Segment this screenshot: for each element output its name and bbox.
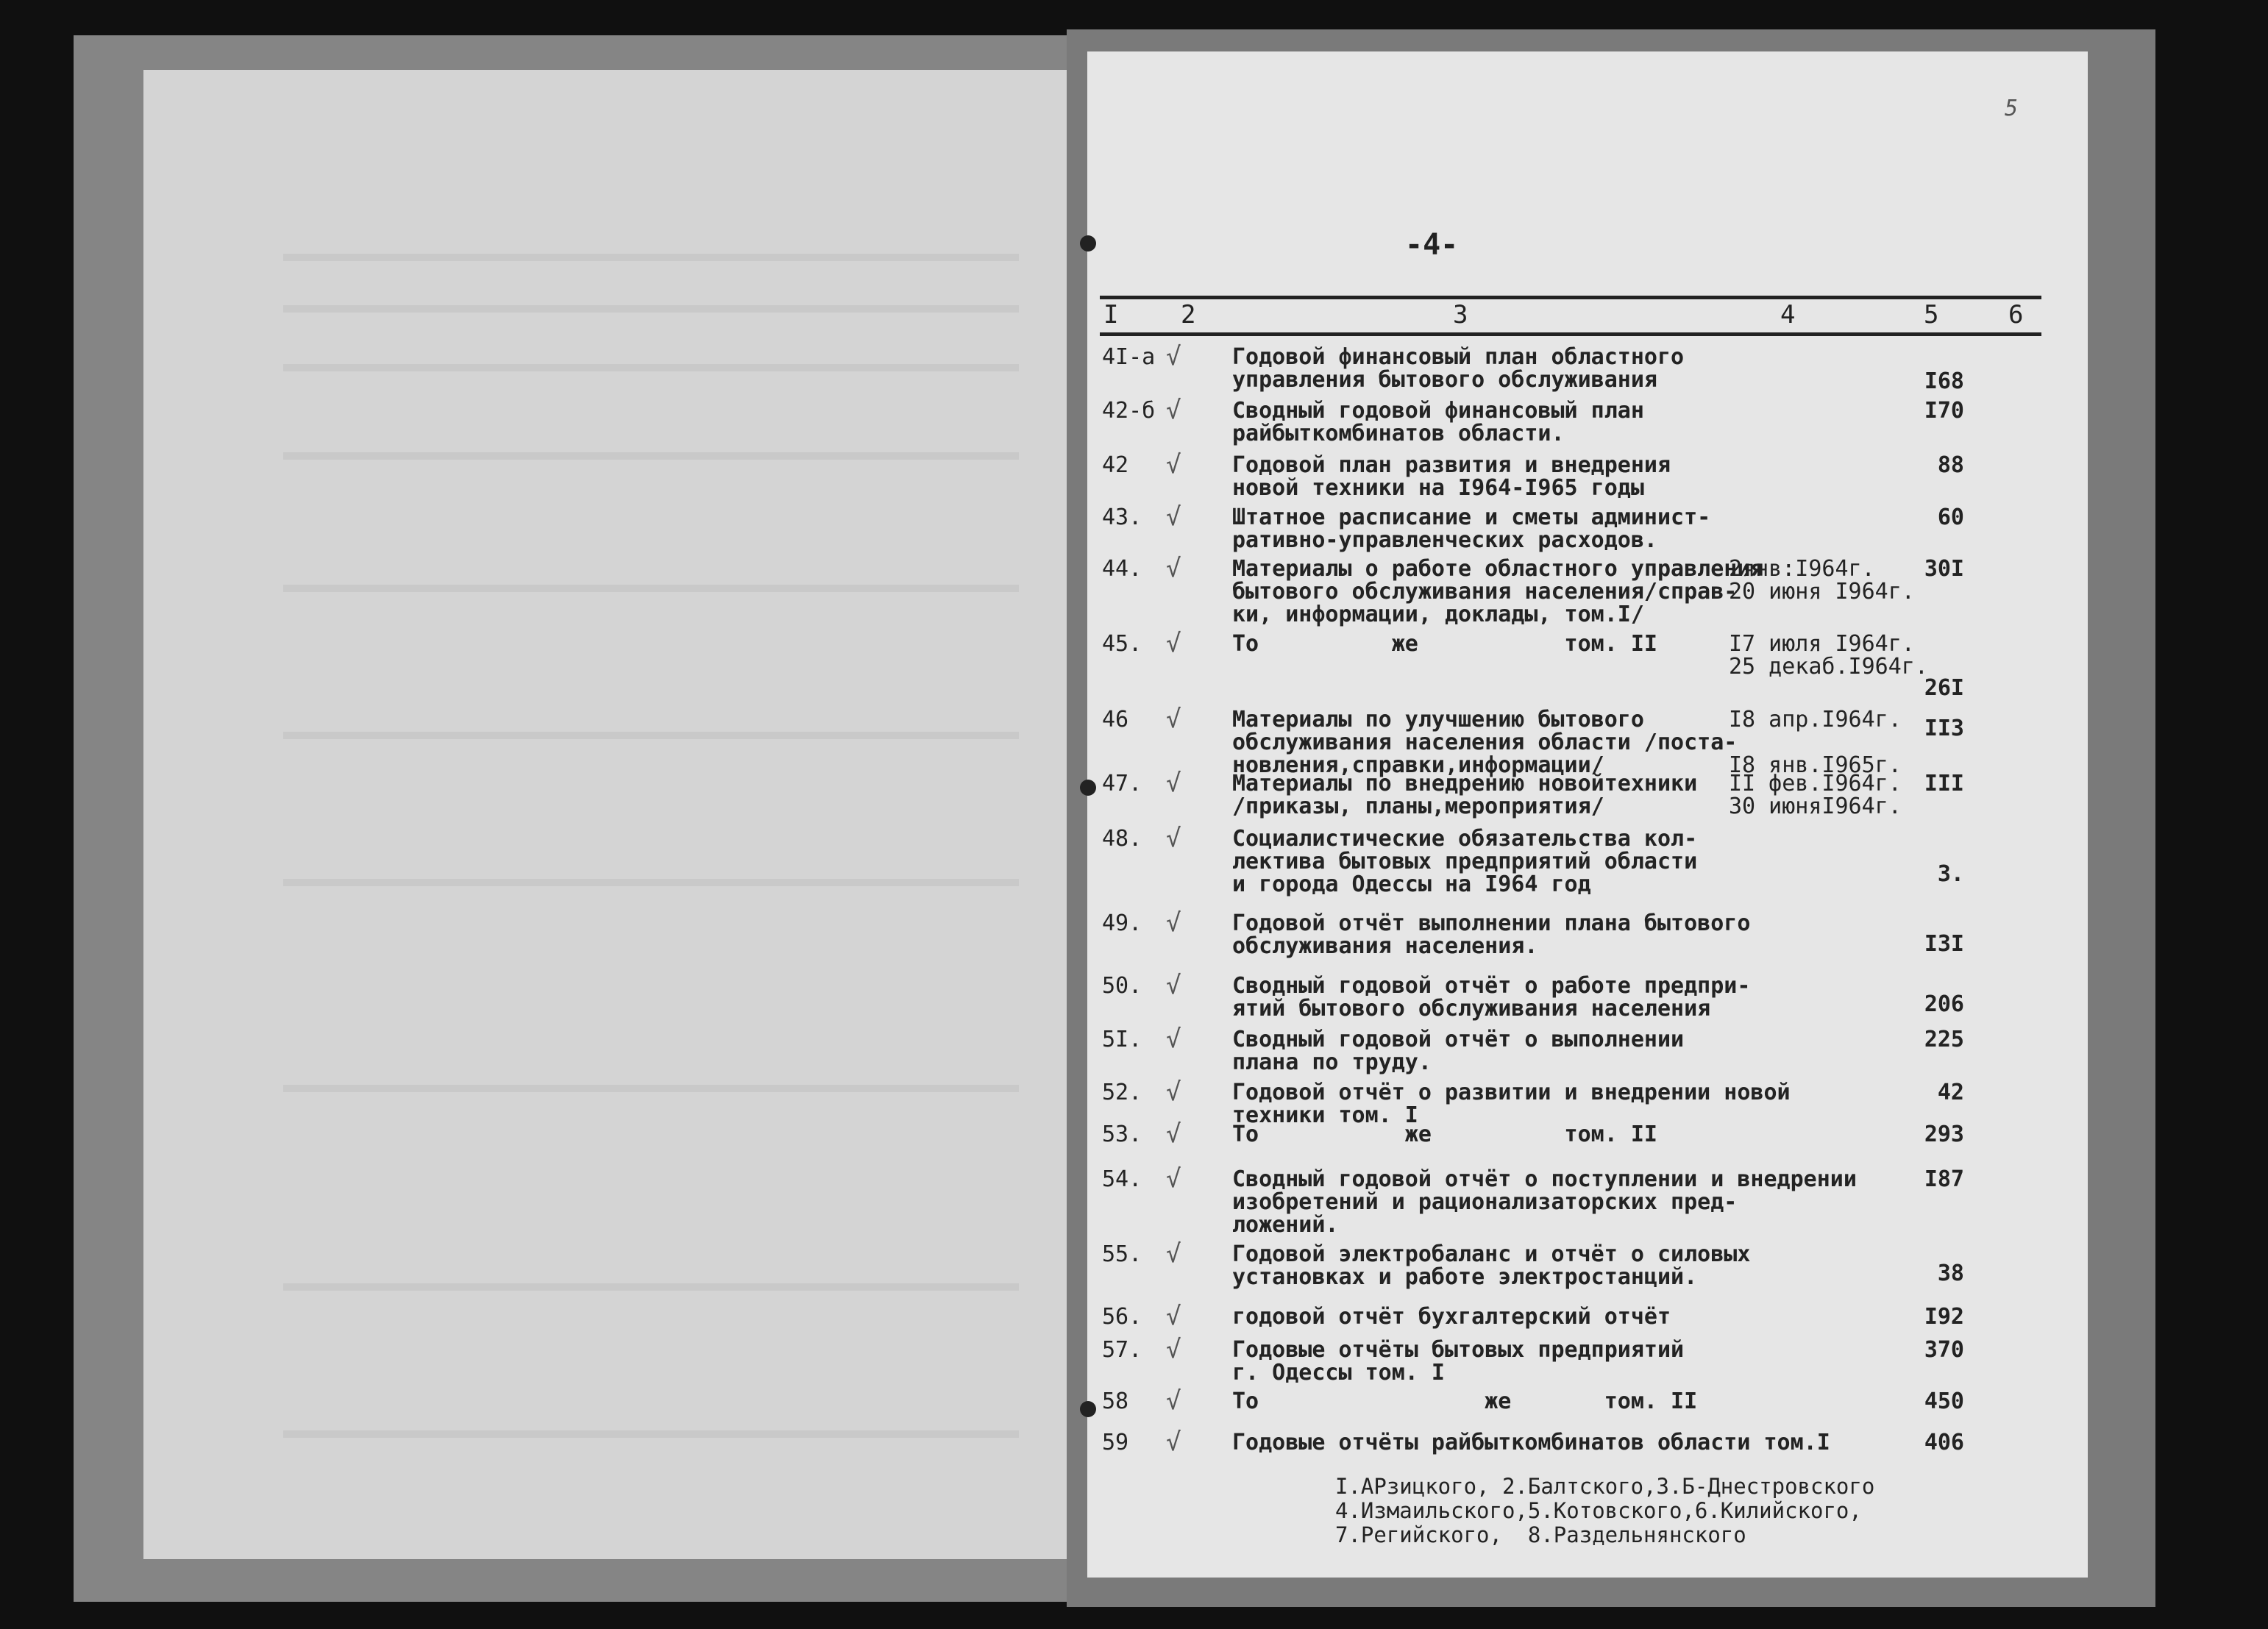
district-line: 4.Измаильского,5.Котовского,6.Килийского, — [1335, 1498, 1862, 1523]
row-description: Годовой отчёт выполнении плана бытового обслуживания населения. — [1232, 910, 1751, 959]
row-pages: 38 — [1937, 1261, 1964, 1286]
row-pages: 88 — [1937, 452, 1964, 478]
checkmark-icon: √ — [1166, 1239, 1181, 1269]
row-pages: 450 — [1924, 1389, 1964, 1414]
row-pages: 60 — [1937, 505, 1964, 530]
row-number: 44. — [1102, 556, 1142, 582]
binder-hole — [1080, 1401, 1096, 1417]
row-pages: 225 — [1924, 1027, 1964, 1052]
checkmark-icon: √ — [1166, 629, 1181, 658]
row-pages: 42 — [1937, 1080, 1964, 1105]
checkmark-icon: √ — [1166, 1335, 1181, 1364]
col-header: 4 — [1780, 300, 1796, 329]
row-description: То же том. II — [1232, 631, 1657, 657]
row-dates: II фев.I964г. 30 июняI964г. — [1729, 771, 1902, 819]
checkmark-icon: √ — [1166, 1302, 1181, 1331]
row-pages: 30I — [1924, 556, 1964, 582]
row-number: 46 — [1102, 707, 1129, 732]
binder-hole — [1080, 780, 1096, 796]
checkmark-icon: √ — [1166, 396, 1181, 425]
row-pages: I68 — [1924, 368, 1964, 394]
checkmark-icon: √ — [1166, 450, 1181, 480]
row-number: 58 — [1102, 1389, 1129, 1414]
district-line: 7.Регийского, 8.Раздельнянского — [1335, 1522, 1746, 1547]
row-pages: 293 — [1924, 1122, 1964, 1147]
checkmark-icon: √ — [1166, 342, 1181, 371]
row-description: Материалы по внедрению новойтехники /приказы, планы,мероприятия/ — [1232, 771, 1698, 819]
row-number: 5I. — [1102, 1027, 1142, 1052]
checkmark-icon: √ — [1166, 908, 1181, 938]
row-number: 4I-а — [1102, 344, 1156, 370]
row-description: Сводный годовой отчёт о поступлении и изобретений и рационализаторских пред- ложений. — [1232, 1166, 1738, 1238]
row-pages: 370 — [1924, 1337, 1964, 1363]
row-number: 56. — [1102, 1304, 1142, 1330]
checkmark-icon: √ — [1166, 769, 1181, 798]
row-number: 45. — [1102, 631, 1142, 657]
left-page-blank — [143, 70, 1067, 1559]
col-header: 5 — [1924, 300, 1939, 329]
row-pages: I3I — [1924, 931, 1964, 957]
row-pages: II3 — [1924, 716, 1964, 741]
row-number: 53. — [1102, 1122, 1142, 1147]
row-description: То же том. II — [1232, 1389, 1698, 1414]
row-number: 49. — [1102, 910, 1142, 936]
checkmark-icon: √ — [1166, 971, 1181, 1000]
row-number: 47. — [1102, 771, 1142, 796]
row-pages: 3. — [1937, 861, 1964, 887]
row-description: То же том. II — [1232, 1122, 1657, 1147]
row-description: Сводный годовой отчёт о выполнении плана по труду. — [1232, 1027, 1685, 1075]
checkmark-icon: √ — [1166, 1119, 1181, 1149]
row-number: 42 — [1102, 452, 1129, 478]
row-description: Сводный годовой финансовый план райбыткомбинатов области. — [1232, 398, 1644, 446]
checkmark-icon: √ — [1166, 1164, 1181, 1194]
row-pages: 406 — [1924, 1430, 1964, 1455]
checkmark-icon: √ — [1166, 1077, 1181, 1107]
row-description: Годовой электробаланс и отчёт о силовых установках и работе электростанций. — [1232, 1241, 1751, 1290]
col-header: 6 — [2008, 300, 2024, 329]
row-number: 57. — [1102, 1337, 1142, 1363]
row-dates: I8 апр.I964г. I8 янв.I965г. — [1729, 707, 1902, 778]
checkmark-icon: √ — [1166, 1427, 1181, 1457]
row-number: 52. — [1102, 1080, 1142, 1105]
checkmark-icon: √ — [1166, 502, 1181, 532]
col-header: 3 — [1453, 300, 1468, 329]
row-dates: I7 июля I964г. 25 декаб.I964г. — [1729, 631, 1928, 680]
row-pages: 26I — [1924, 675, 1964, 701]
col-header: I — [1103, 300, 1119, 329]
district-line: I.АРзицкого, 2.Балтского,3.Б-Днестровского — [1335, 1474, 1875, 1499]
archive-page-mark: 5 — [2005, 96, 2019, 121]
table-header-rule — [1100, 332, 2041, 336]
row-pages: 206 — [1924, 991, 1964, 1017]
district-list — [1335, 1475, 1874, 1547]
row-pages: I70 — [1924, 398, 1964, 424]
checkmark-icon: √ — [1166, 1024, 1181, 1054]
row-description: Материалы о работе областного управления бытового обслуживания населения/справ- ки, информации, доклады, том.I/ — [1232, 556, 1764, 627]
row-pages: I92 — [1924, 1304, 1964, 1330]
row-number: 55. — [1102, 1241, 1142, 1267]
row-number: 54. — [1102, 1166, 1142, 1192]
col-header: 2 — [1181, 300, 1196, 329]
checkmark-icon: √ — [1166, 824, 1181, 853]
row-description: Годовые отчёты райбыткомбинатов области том.I — [1232, 1430, 1830, 1455]
row-description: Годовой план развития и внедрения новой техники на I964-I965 годы — [1232, 452, 1671, 501]
checkmark-icon: √ — [1166, 554, 1181, 583]
binder-hole — [1080, 235, 1096, 252]
row-pages: I87 — [1924, 1166, 1964, 1192]
row-number: 50. — [1102, 973, 1142, 999]
row-description: Годовые отчёты бытовых предприятий г. Одессы том. I — [1232, 1337, 1685, 1386]
row-number: 48. — [1102, 826, 1142, 852]
row-description: Материалы по улучшению бытового обслуживания населения области /поста- новления,справки,информации/ — [1232, 707, 1738, 778]
row-number: 42-б — [1102, 398, 1156, 424]
row-number: 43. — [1102, 505, 1142, 530]
row-description: Годовой отчёт о развитии и внедрении техники том. I — [1232, 1080, 1711, 1128]
row-description: Социалистические обязательства кол- лектива бытовых предприятий области и города Одессы на I964 год — [1232, 826, 1698, 897]
row-dates: 2янв:I964г. 20 июня I964г. — [1729, 556, 1915, 605]
checkmark-icon: √ — [1166, 1386, 1181, 1416]
page-number: -4- — [1405, 228, 1459, 262]
row-description: Штатное расписание и сметы админист- ративно-управленческих расходов. — [1232, 505, 1711, 553]
row-description: годовой отчёт бухгалтерский отчёт — [1232, 1304, 1671, 1330]
row-pages: III — [1924, 771, 1964, 796]
checkmark-icon: √ — [1166, 705, 1181, 734]
row-description: Годовой финансовый план областного управления бытового обслуживания — [1232, 344, 1685, 393]
row-number: 59 — [1102, 1430, 1129, 1455]
table-top-rule — [1100, 296, 2041, 299]
row-description: Сводный годовой отчёт о работе предпри- ятий бытового обслуживания населения — [1232, 973, 1751, 1022]
